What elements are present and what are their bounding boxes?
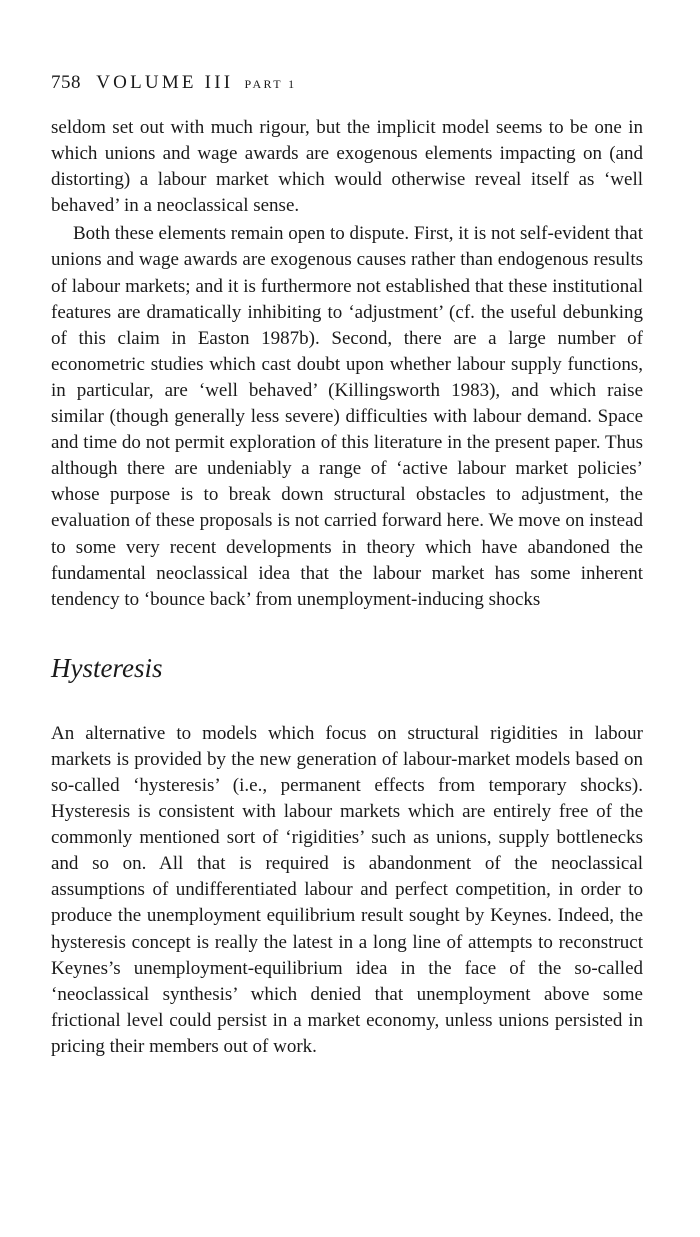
- page-number: 758: [51, 72, 81, 93]
- section-heading: Hysteresis: [51, 652, 163, 683]
- volume-label: VOLUME III: [96, 72, 234, 93]
- paragraph-hysteresis: An alternative to models which focus on structural rigidities in labour markets is provided by the new generation of labour-market models based on so-called ‘hysteresis’ (i.e., permanent effects from temporary shocks). Hysteresis is consistent with labour markets which are entirely free of the commonly mentioned sort of ‘rigidities’ such as unions, supply bottlenecks and so on. All that is required is abandonment of the neoclassical assumptions of undifferentiated labour and perfect competition, in order to produce the unemployment equilibrium result sought by Keynes. Indeed, the hysteresis concept is really the latest in a long line of attempts to reconstruct Keynes’s unemployment-equilibrium idea in the face of the so-called ‘neoclassical synthesis’ which denied that unemployment above some frictional level could persist in a market economy, unless unions persisted in pricing their members out of work.: [51, 722, 643, 1057]
- paragraph-continued: seldom set out with much rigour, but the implicit model seems to be one in which unions and wage awards are exogenous elements impacting on (and distorting) a labour market which would otherwise reveal itself as ‘well behaved’ in a neoclassical sense.: [51, 117, 643, 217]
- part-label: PART 1: [244, 77, 297, 91]
- paragraph-both-elements: Both these elements remain open to dispute. First, it is not self-evident that unions and wage awards are exogenous causes rather than endogenous results of labour markets; and it is furthermore not established that these institutional features are dramatically inhibiting to ‘adjustment’ (cf. the useful debunking of this claim in Easton 1987b). Second, there are a large number of econometric studies which cast doubt upon whether labour supply functions, in particular, are ‘well behaved’ (Killingsworth 1983), and which raise similar (though generally less severe) difficulties with labour demand. Space and time do not permit exploration of this literature in the present paper. Thus although there are undeniably a range of ‘active labour market policies’ whose purpose is to break down structural obstacles to adjustment, the evaluation of these proposals is not carried forward here. We move on instead to some very recent developments in theory which have abandoned the fundamental neoclassical idea that the labour market has some inherent tendency to ‘bounce back’ from unemployment-inducing shocks: [51, 223, 643, 610]
- running-head: [51, 70, 643, 97]
- book-page: [51, 70, 643, 1060]
